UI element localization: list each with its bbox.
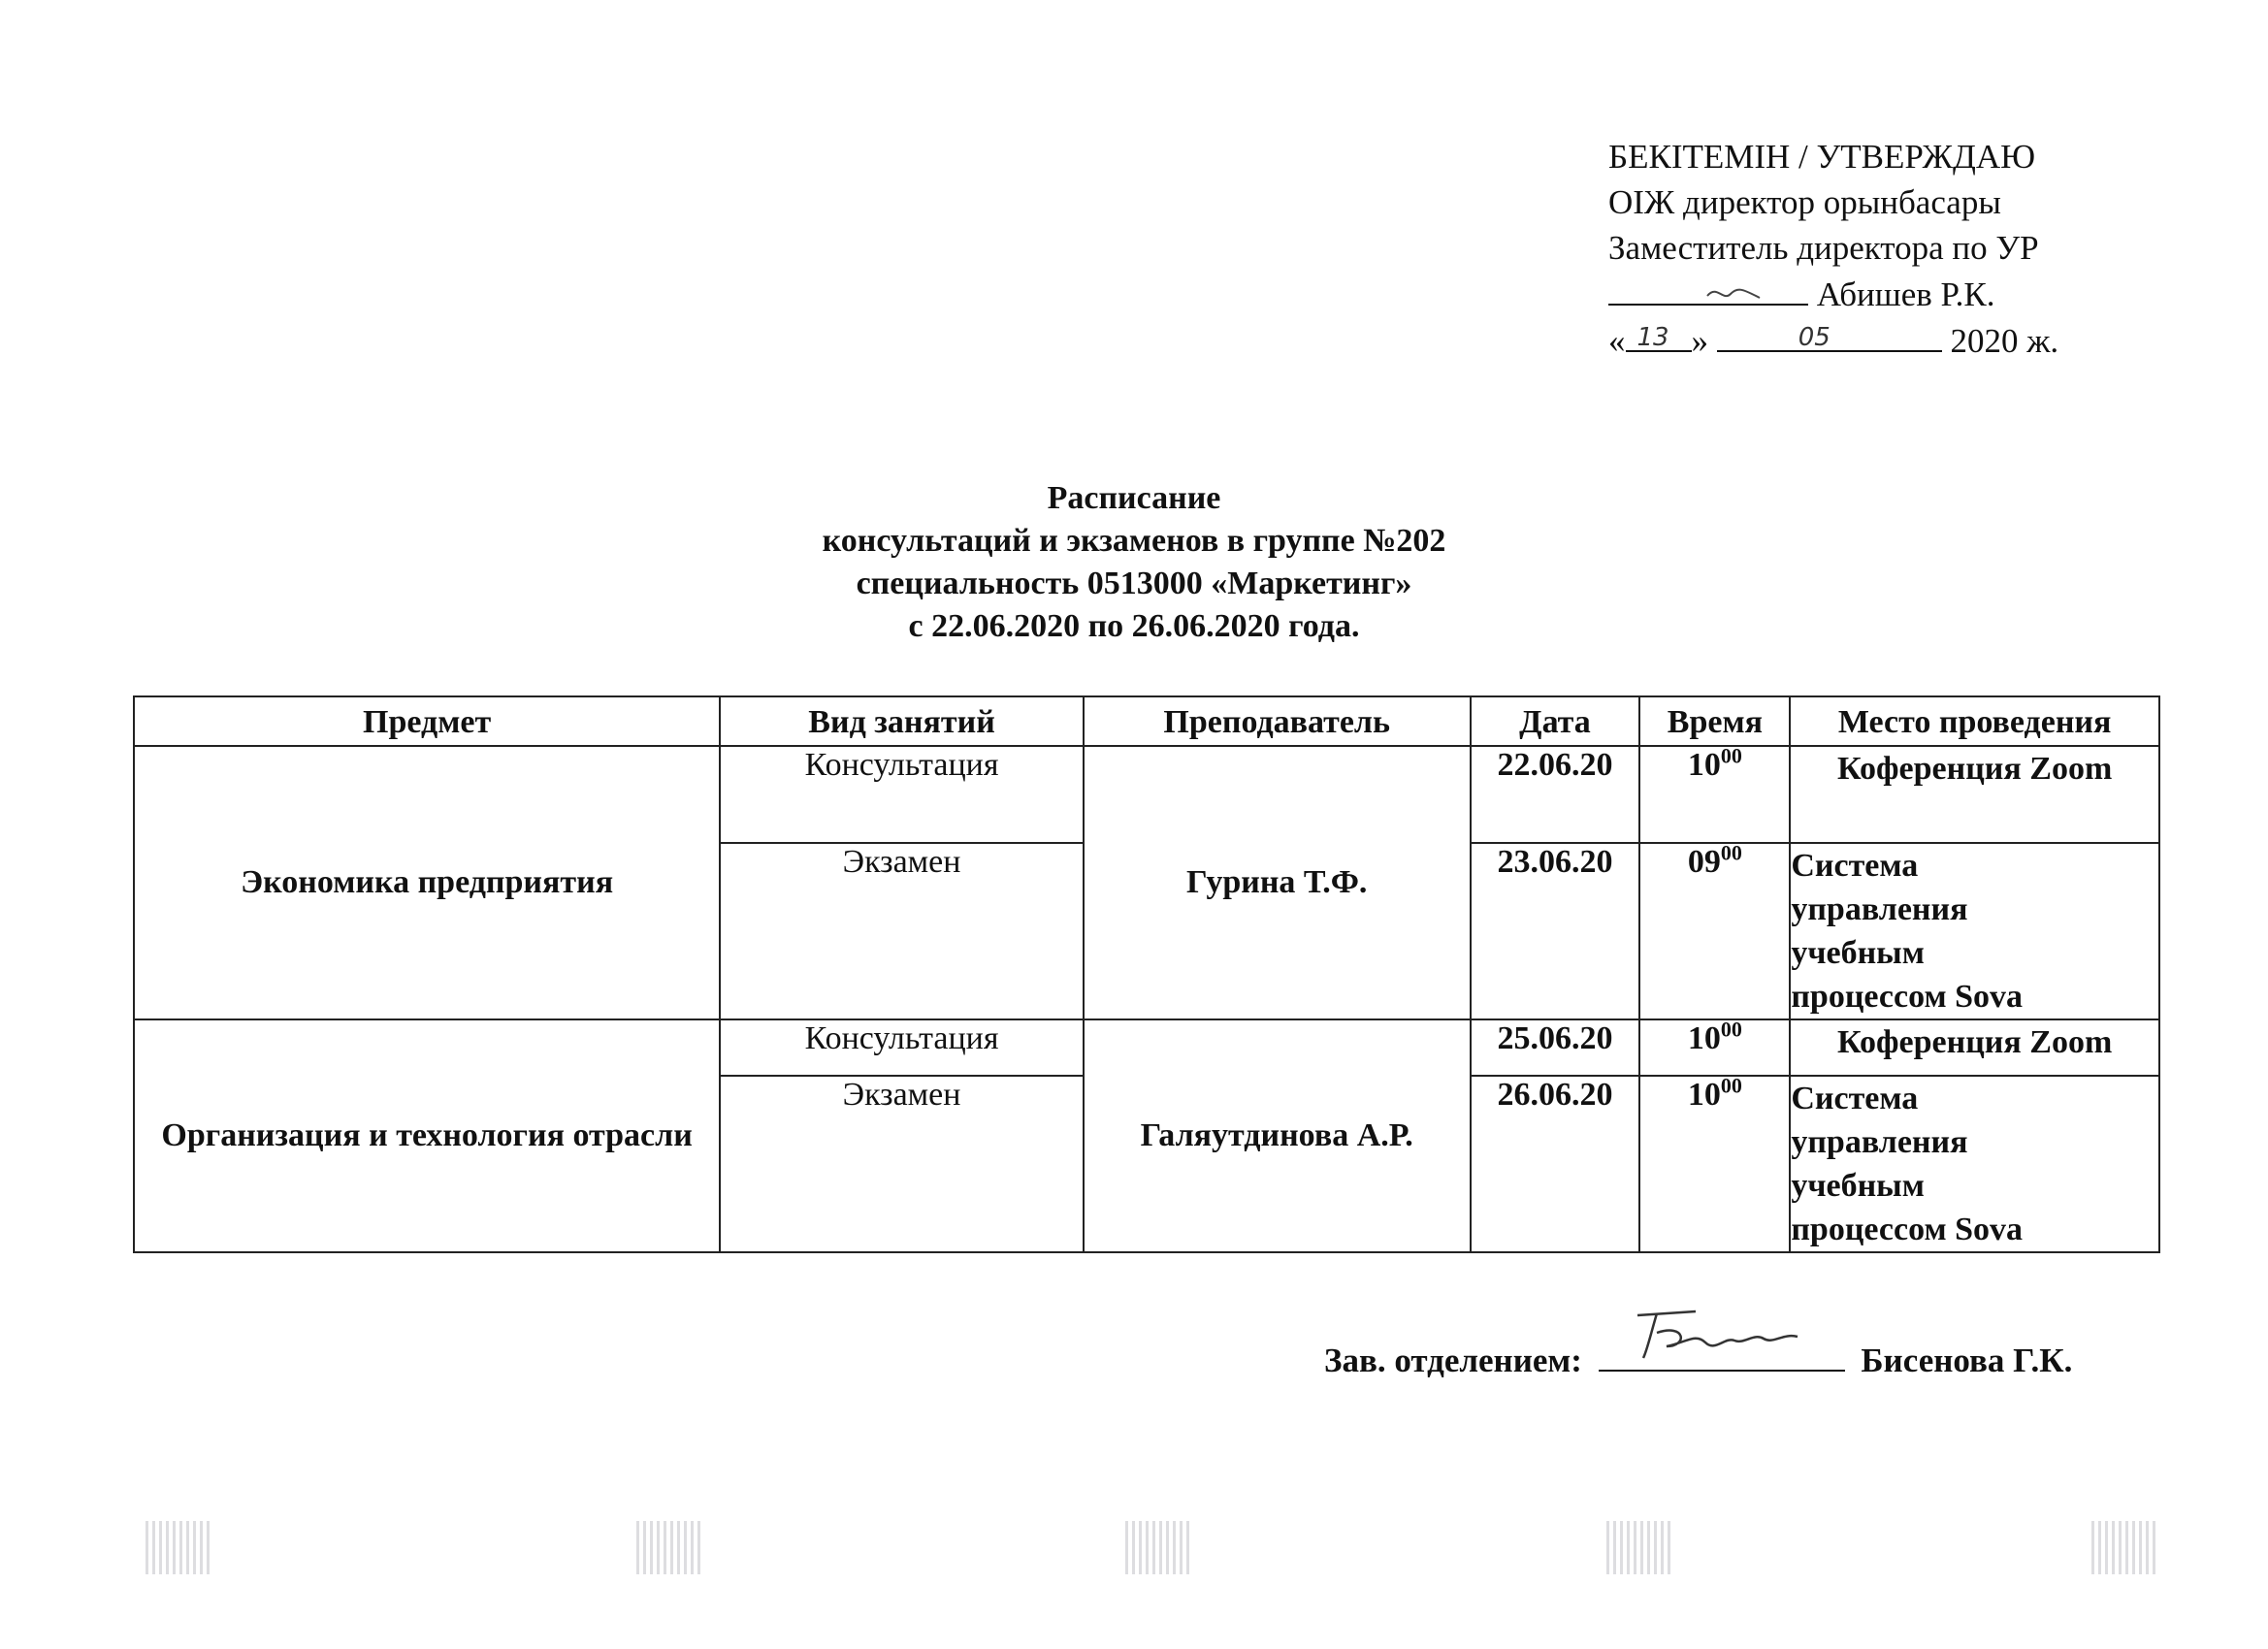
place-line: Система: [1791, 1081, 1919, 1116]
kind-cell: Консультация: [720, 746, 1084, 843]
table-row: [134, 1019, 2159, 1076]
document-title: [0, 477, 2268, 648]
table-header-row: [134, 696, 2159, 746]
time-minutes: 00: [1720, 743, 1742, 768]
subject-cell: Экономика предприятия: [134, 746, 720, 1019]
place-line: Система: [1791, 848, 1919, 884]
date-cell: 22.06.20: [1471, 746, 1640, 843]
scan-artifact: [1125, 1521, 1193, 1574]
time-minutes: 00: [1720, 840, 1742, 865]
kind-cell: Консультация: [720, 1019, 1084, 1076]
date-cell: 23.06.20: [1471, 843, 1640, 1019]
time-cell: [1639, 1073, 1790, 1252]
place-line: процессом Sova: [1791, 1212, 2024, 1247]
title-line-3: специальность 0513000 «Маркетинг»: [856, 566, 1412, 601]
place-line: процессом Sova: [1791, 979, 2024, 1015]
time-hour: 09: [1687, 844, 1721, 880]
scan-artifact: [146, 1521, 213, 1574]
time-minutes: 00: [1720, 1017, 1742, 1042]
time-cell: [1639, 743, 1790, 843]
subject-cell: Организация и технология отрасли: [134, 1019, 720, 1252]
time-hour: 10: [1687, 1020, 1721, 1056]
date-year: 2020 ж.: [1950, 322, 2059, 360]
kind-cell: Экзамен: [720, 1076, 1084, 1252]
place-cell: Коференция Zoom: [1790, 746, 2159, 843]
approval-signature-line: [1608, 271, 2058, 317]
approval-signer: Абишев Р.К.: [1816, 275, 1995, 313]
approval-date-line: [1608, 317, 2058, 364]
place-cell: [1790, 843, 2159, 1019]
time-hour: 10: [1687, 747, 1721, 783]
approval-line-2: ОІЖ директор орынбасары: [1608, 183, 2001, 221]
date-month: 05: [1798, 323, 1831, 352]
schedule-table: [133, 695, 2160, 1253]
place-line: управления: [1791, 1124, 1968, 1160]
scan-artifact: [2091, 1521, 2159, 1574]
date-month-blank: [1717, 317, 1942, 352]
handwritten-signature-icon: [1628, 1304, 1822, 1364]
header-subject: Предмет: [134, 696, 720, 746]
time-hour: 10: [1687, 1077, 1721, 1113]
time-cell: [1639, 840, 1790, 1019]
title-line-2: консультаций и экзаменов в группе №202: [822, 523, 1446, 559]
title-line-4: с 22.06.2020 по 26.06.2020 года.: [908, 608, 1360, 644]
footer-label: Зав. отделением:: [1324, 1342, 1582, 1379]
scan-artifact: [636, 1521, 704, 1574]
date-day: 13: [1636, 323, 1669, 352]
approval-line-1: БЕКІТЕМІН / УТВЕРЖДАЮ: [1608, 138, 2036, 176]
header-teacher: Преподаватель: [1084, 696, 1471, 746]
approval-block: [1608, 134, 2058, 364]
place-line: учебным: [1791, 935, 1925, 971]
scan-artifact: [1606, 1521, 1674, 1574]
place-line: управления: [1791, 891, 1968, 927]
place-cell: [1790, 1076, 2159, 1252]
approval-line-3: Заместитель директора по УР: [1608, 229, 2039, 267]
teacher-cell: Галяутдинова А.Р.: [1084, 1019, 1471, 1252]
date-cell: 25.06.20: [1471, 1019, 1640, 1076]
date-cell: 26.06.20: [1471, 1076, 1640, 1252]
place-cell: Коференция Zoom: [1790, 1019, 2159, 1076]
footer-signature: [1324, 1337, 2072, 1380]
table-row: [134, 746, 2159, 843]
quote-open: «: [1608, 322, 1626, 360]
header-time: Время: [1639, 696, 1790, 746]
header-date: Дата: [1471, 696, 1640, 746]
date-day-blank: [1626, 317, 1692, 352]
header-place: Место проведения: [1790, 696, 2159, 746]
teacher-cell: Гурина Т.Ф.: [1084, 746, 1471, 1019]
title-line-1: Расписание: [1047, 480, 1221, 516]
handwritten-signature-icon: [1705, 276, 1764, 306]
time-cell: [1639, 1019, 1790, 1076]
footer-name: Бисенова Г.К.: [1861, 1342, 2073, 1379]
quote-close: »: [1691, 322, 1708, 360]
header-kind: Вид занятий: [720, 696, 1084, 746]
approval-signature: [1608, 271, 1808, 306]
time-minutes: 00: [1720, 1073, 1742, 1098]
place-line: учебным: [1791, 1168, 1925, 1204]
kind-cell: Экзамен: [720, 843, 1084, 1019]
footer-signature-blank: [1599, 1337, 1845, 1372]
